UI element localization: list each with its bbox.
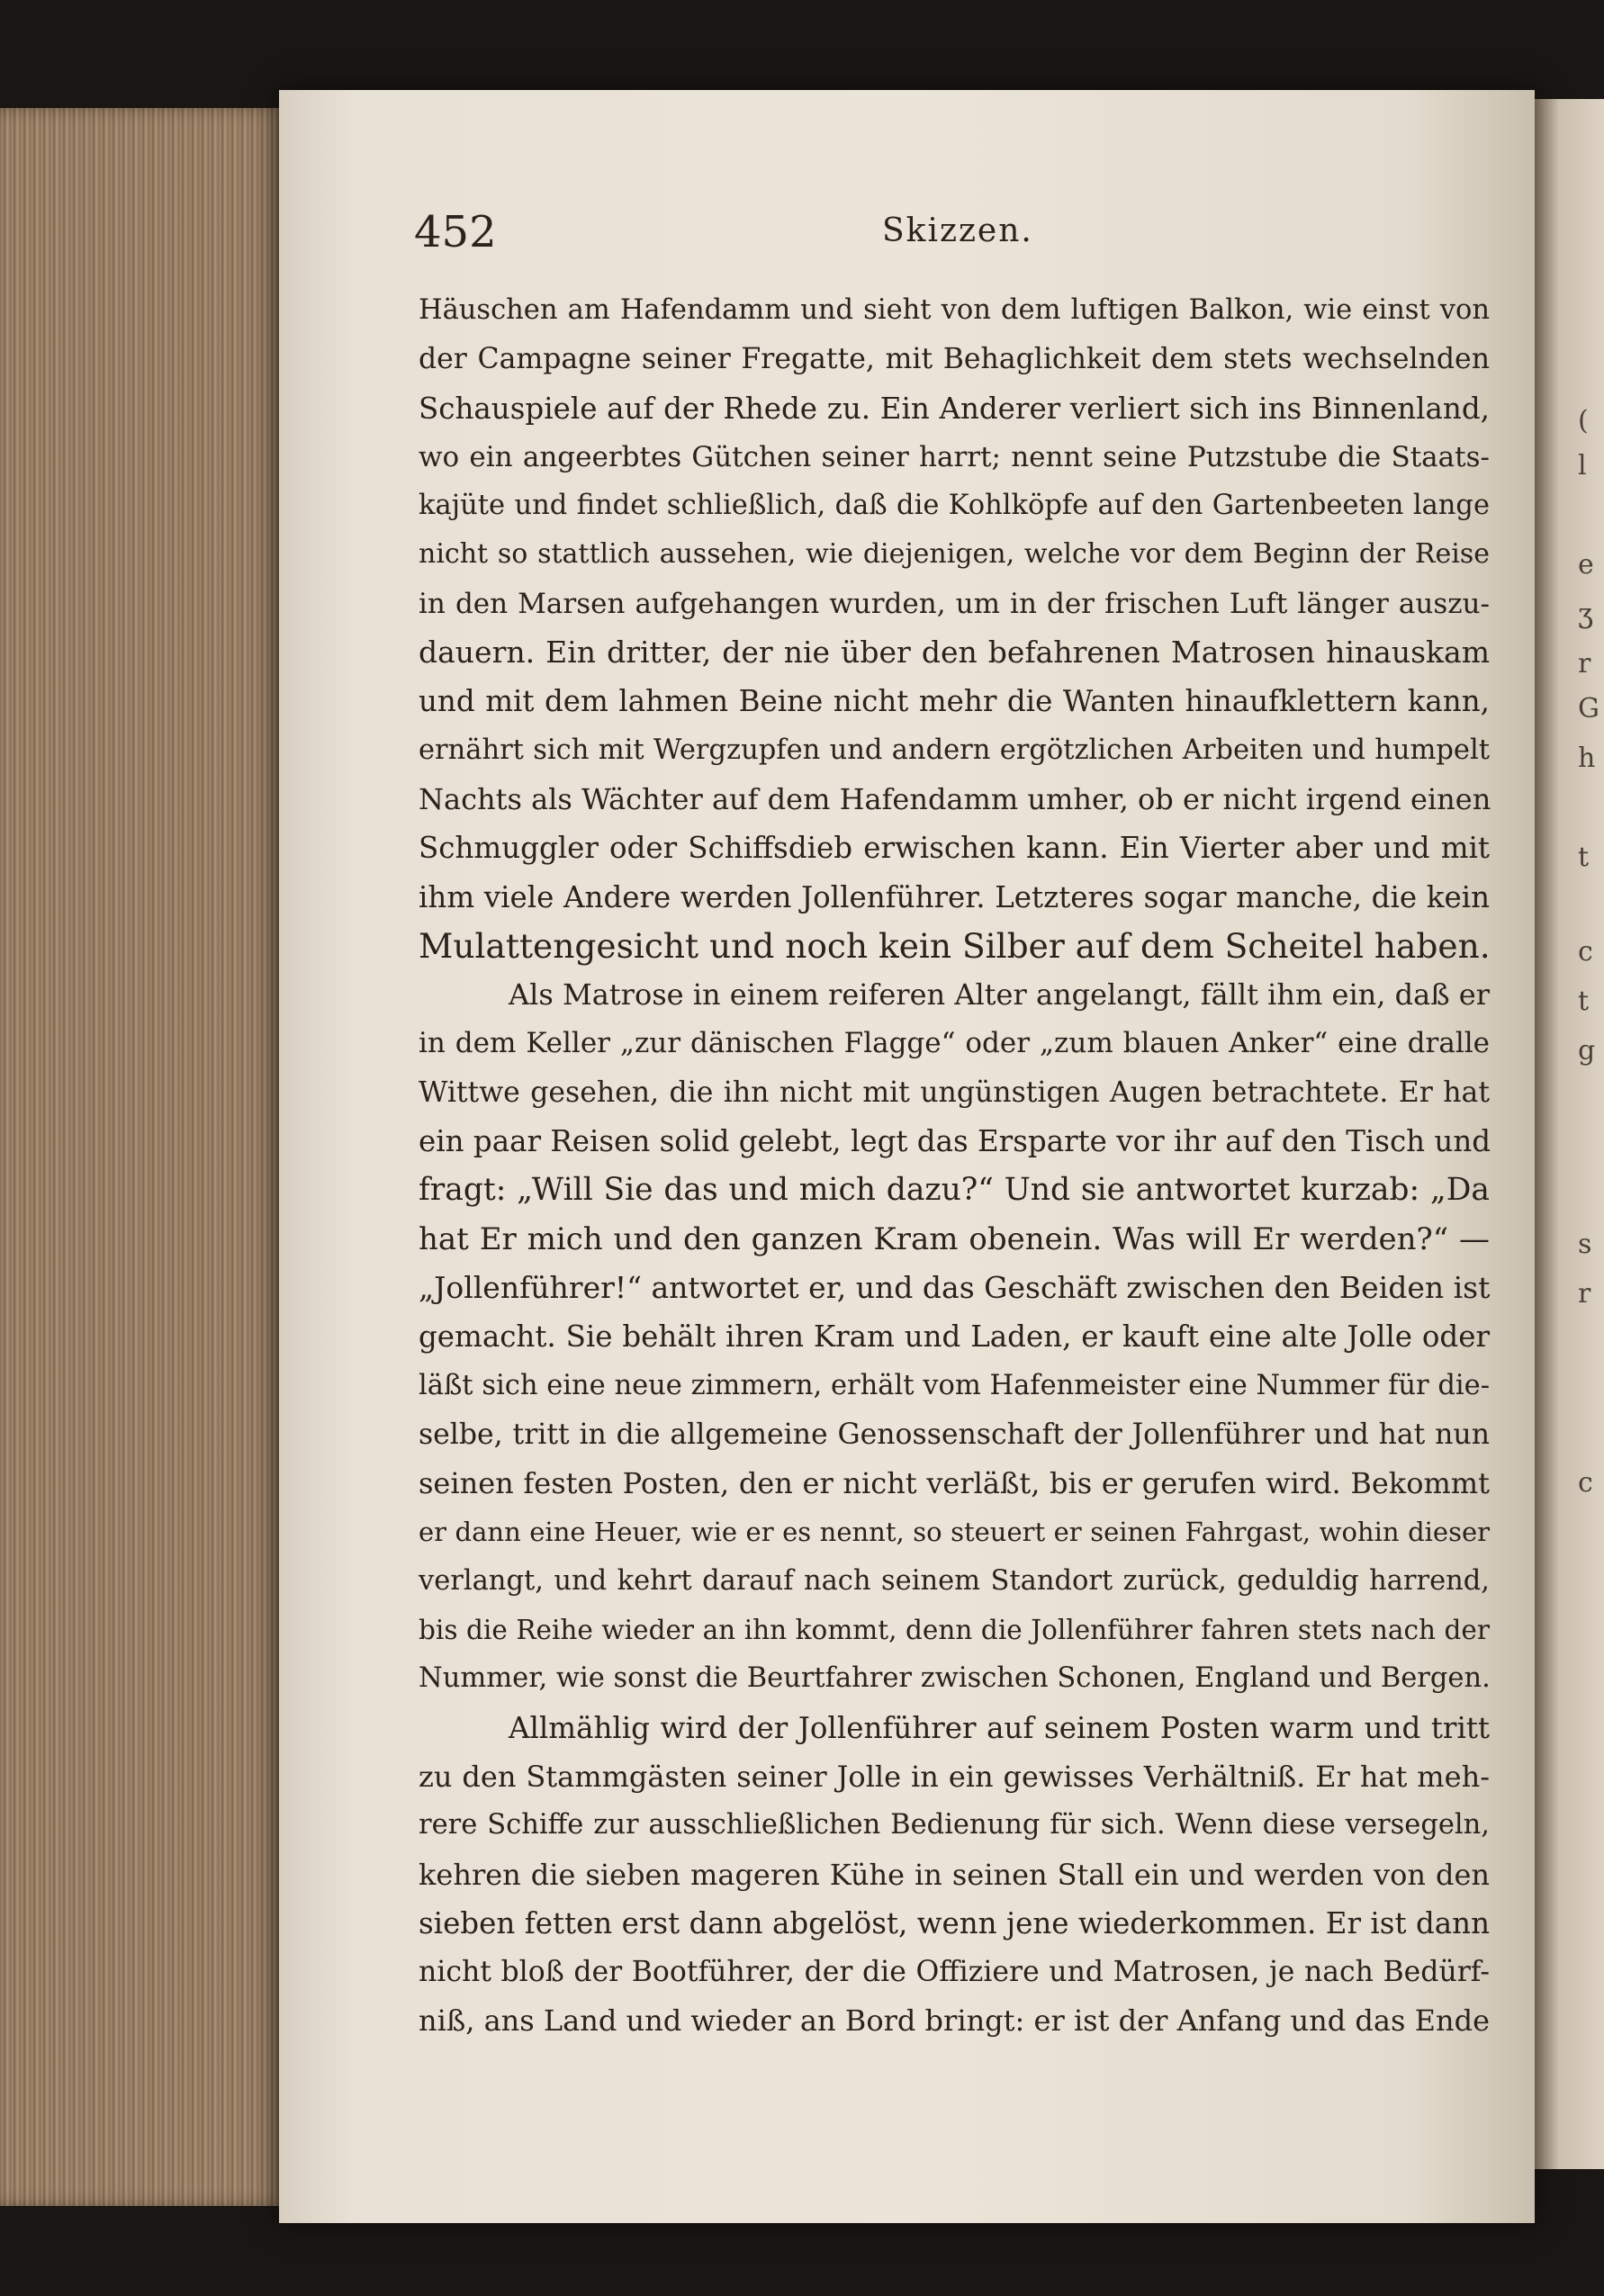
facing-page-fragment: ʒ (1578, 599, 1593, 630)
facing-page-fragment: h (1578, 743, 1596, 774)
facing-page-fragment: s (1578, 1229, 1592, 1260)
text-line: Nachts als Wächter auf dem Hafendamm umher, ob er nicht irgend einen (419, 781, 1491, 816)
text-line: in den Marsen aufgehangen wurden, um in der frischen Luft länger auszu- (419, 587, 1490, 620)
text-line: der Campagne seiner Fregatte, mit Behaglichkeit dem stets wechselnden (419, 343, 1490, 376)
body-text (419, 286, 1490, 2046)
text-line: „Jollenführer!“ antwortet er, und das Geschäft zwischen den Beiden ist (419, 1269, 1491, 1305)
facing-page-fragment: g (1578, 1035, 1596, 1067)
facing-page-fragment: t (1578, 842, 1590, 873)
text-line: seinen festen Posten, den er nicht verläßt, bis er gerufen wird. Bekommt (419, 1466, 1490, 1501)
facing-page-fragment: c (1578, 936, 1593, 968)
text-line: Häuschen am Hafendamm und sieht von dem luftigen Balkon, wie einst von (419, 294, 1490, 326)
facing-page-fragment: ( (1578, 405, 1589, 437)
text-line: dauern. Ein dritter, der nie über den befahrenen Matrosen hinauskam (419, 635, 1490, 671)
text-line: ein paar Reisen solid gelebt, legt das Ersparte vor ihr auf den Tisch und (419, 1124, 1491, 1159)
facing-page-fragment: G (1578, 693, 1599, 725)
text-line: ihm viele Andere werden Jollenführer. Letzteres sogar manche, die kein (419, 879, 1490, 914)
facing-page-edge (1535, 99, 1604, 2169)
text-line: Schmuggler oder Schiffsdieb erwischen kann. Ein Vierter aber und mit (419, 831, 1490, 866)
text-line: selbe, tritt in die allgemeine Genossenschaft der Jollenführer und hat nun (419, 1418, 1490, 1451)
text-line: gemacht. Sie behält ihren Kram und Laden, er kauft eine alte Jolle oder (419, 1319, 1490, 1355)
text-line: Wittwe gesehen, die ihn nicht mit ungünstigen Augen betrachtete. Er hat (419, 1076, 1490, 1109)
running-title: Skizzen. (882, 212, 1033, 249)
facing-page-fragment: c (1578, 1467, 1593, 1499)
paragraph-start-line: Allmählig wird der Jollenführer auf seinem Posten warm und tritt (509, 1710, 1490, 1745)
page-number: 452 (414, 207, 497, 257)
text-line: er dann eine Heuer, wie er es nennt, so steuert er seinen Fahrgast, wohin dieser (419, 1517, 1490, 1548)
facing-page-fragment: e (1578, 549, 1594, 581)
text-line: bis die Reihe wieder an ihn kommt, denn die Jollenführer fahren stets nach der (419, 1615, 1490, 1646)
facing-page-fragment: t (1578, 986, 1590, 1017)
text-line: wo ein angeerbtes Gütchen seiner harrt; nennt seine Putzstube die Staats- (419, 440, 1490, 473)
text-line: in dem Keller „zur dänischen Flagge“ oder „zum blauen Anker“ eine dralle (419, 1027, 1490, 1060)
text-line: Mulattengesicht und noch kein Silber auf dem Scheitel haben. (419, 925, 1491, 966)
text-line: Schauspiele auf der Rhede zu. Ein Anderer verliert sich ins Binnenland, (419, 391, 1490, 426)
text-line: und mit dem lahmen Beine nicht mehr die Wanten hinaufklettern kann, (419, 684, 1490, 719)
text-line: sieben fetten erst dann abgelöst, wenn jene wiederkommen. Er ist dann (419, 1905, 1490, 1940)
text-line: ernährt sich mit Wergzupfen und andern ergötzlichen Arbeiten und humpelt (419, 734, 1490, 766)
text-line: hat Er mich und den ganzen Kram obenein. Was will Er werden?“ — (419, 1220, 1490, 1257)
text-line: niß, ans Land und wieder an Bord bringt: er ist der Anfang und das Ende (419, 2003, 1490, 2039)
text-line: nicht bloß der Bootführer, der die Offiziere und Matrosen, je nach Bedürf- (419, 1956, 1490, 1989)
text-line: rere Schiffe zur ausschließlichen Bedienung für sich. Wenn diese versegeln, (419, 1809, 1490, 1841)
text-line: verlangt, und kehrt darauf nach seinem Standort zurück, geduldig harrend, (419, 1564, 1490, 1597)
text-line: Nummer, wie sonst die Beurtfahrer zwischen Schonen, England und Bergen. (419, 1662, 1491, 1695)
text-line: kajüte und findet schließlich, daß die Kohlköpfe auf den Gartenbeeten lange (419, 490, 1490, 522)
book-page-edges (0, 108, 288, 2206)
text-line: zu den Stammgästen seiner Jolle in ein gewisses Verhältniß. Er hat meh- (419, 1759, 1490, 1794)
text-line: kehren die sieben mageren Kühe in seinen Stall ein und werden von den (419, 1857, 1490, 1892)
facing-page-fragment: r (1578, 648, 1591, 680)
facing-page-fragment: r (1578, 1278, 1591, 1310)
text-line: läßt sich eine neue zimmern, erhält vom Hafenmeister eine Nummer für die- (419, 1369, 1490, 1401)
paragraph-start-line: Als Matrose in einem reiferen Alter angelangt, fällt ihm ein, daß er (509, 977, 1490, 1013)
text-line: nicht so stattlich aussehen, wie diejenigen, welche vor dem Beginn der Reise (419, 538, 1490, 571)
text-line: fragt: „Will Sie das und mich dazu?“ Und sie antwortet kurzab: „Da (419, 1172, 1490, 1209)
facing-page-fragment: l (1578, 450, 1587, 482)
page-header (414, 207, 1490, 261)
